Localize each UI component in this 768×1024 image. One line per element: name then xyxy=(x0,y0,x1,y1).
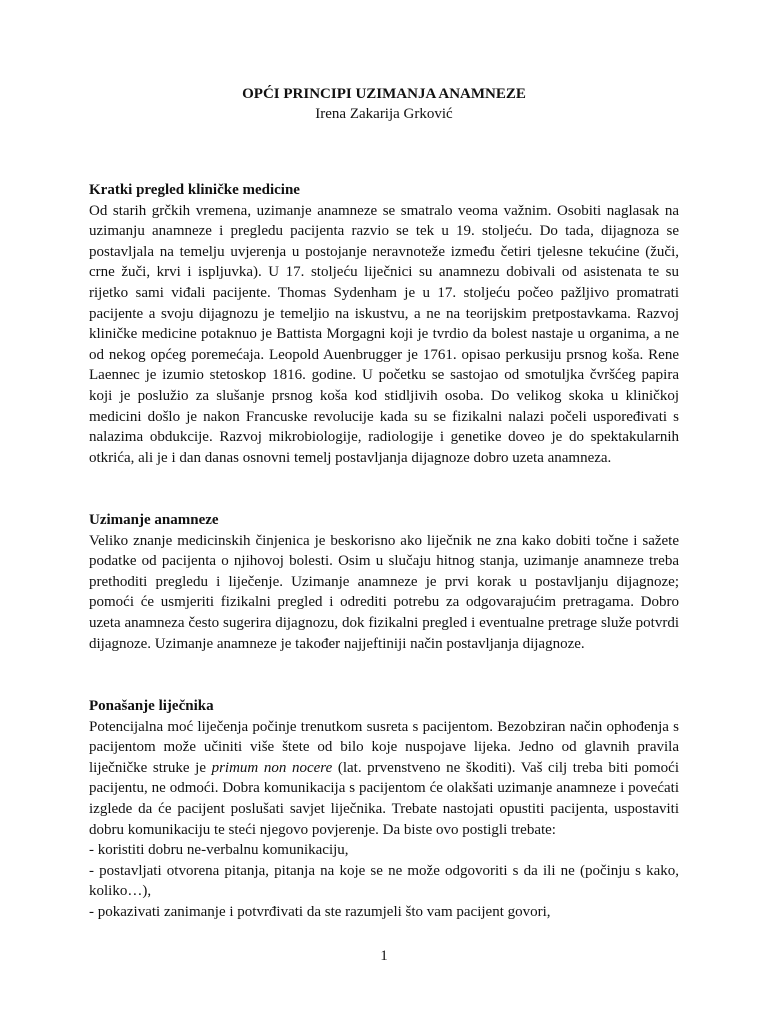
section-heading: Kratki pregled kliničke medicine xyxy=(89,182,300,198)
section-doctor-behaviour xyxy=(89,696,679,923)
section-paragraph xyxy=(89,717,679,841)
list-item: - pokazivati zanimanje i potvrđivati da ste razumjeli što vam pacijent govori, xyxy=(89,903,551,920)
section-paragraph: Veliko znanje medicinskih činjenica je beskorisno ako liječnik ne zna kako dobiti točne i sažete podatke od pacijenta o njihovoj bolesti. Osim u slučaju hitnog stanja, uzimanje anamneze treba prethoditi pregledu i liječenje. Uzimanje anamneze je prvi korak u postavljanju dijagnoze; pomoći će usmjeriti fizikalni pregled i odrediti potrebu za odgovarajućim pretragama. Dobro uzeta anamneza često sugerira dijagnozu, dok fizikalni pregled i eventualne pretrage služe potvrdi dijagnoze. Uzimanje anamneze je također najjeftiniji način postavljanja dijagnoze. xyxy=(89,532,679,652)
section-paragraph: Od starih grčkih vremena, uzimanje anamneze se smatralo veoma važnim. Osobiti naglasak na uzimanju anamneze i pregledu pacijenta razvio se tek u 19. stoljeću. Do tada, dijagnoza se postavljala na temelju uvjerenja u postojanje neravnoteže između četiri tjelesne tekućine (žuči, crne žuči, krvi i ispljuvka). U 17. stoljeću liječnici su anamnezu dobivali od asistenata te su rijetko sami viđali pacijente. Thomas Sydenham je u 17. stoljeću počeo pažljivo promatrati pacijente a svoju dijagnozu je temeljio na iskustvu, a ne na teorijskim pretpostavkama. Razvoj kliničke medicine potaknuo je Battista Morgagni koji je tvrdio da bolest nastaje u organima, a ne od nekog općeg poremećaja. Leopold Auenbrugger je 1761. opisao perkusiju prsnog koša. Rene Laennec je izumio stetoskop 1816. godine. U početku se sastojao od smotuljka čvršćeg papira koji je poslužio za slušanje prsnog koša kod stidljivih osoba. Do velikog skoka u kliničkoj medicini došlo je nakon Francuske revolucije kada su se fizikalni nalazi počeli uspoređivati s nalazima obdukcije. Razvoj mikrobiologije, radiologije i genetike doveo je do spektakularnih otkrića, ali je i dan danas osnovni temelj postavljanja dijagnoze dobro uzeta anamneza. xyxy=(89,202,679,466)
latin-phrase: primum non nocere xyxy=(211,759,333,776)
document-author: Irena Zakarija Grković xyxy=(315,106,453,122)
list-item: - koristiti dobru ne-verbalnu komunikaciju, xyxy=(89,842,349,859)
recommendation-list xyxy=(89,840,679,922)
section-taking-history xyxy=(89,510,679,654)
document-title: OPĆI PRINCIPI UZIMANJA ANAMNEZE xyxy=(242,86,526,102)
paragraph-text: (lat. prvenstveno ne škoditi). Vaš cilj treba biti pomoći pacijentu, ne odmoći. Dobra komunikacija s pacijentom će olakšati uzimanje anamneze i povećati izglede da će pacijent poslušati savjet liječnika. Trebate nastojati opustiti pacijenta, uspostaviti dobru komunikaciju te steći njegovo povjerenje. Da biste ovo postigli trebate: xyxy=(89,759,679,838)
section-clinical-medicine-overview xyxy=(89,180,679,468)
section-heading: Uzimanje anamneze xyxy=(89,512,219,528)
section-heading: Ponašanje liječnika xyxy=(89,698,214,714)
paragraph-text: Potencijalna moć liječenja počinje trenutkom susreta s pacijentom. Bezobziran način ophođenja s pacijentom može učiniti više štete od bilo koje nuspojave lijeka. Jedno od glavnih pravila liječničke struke je xyxy=(89,718,679,776)
page-number: 1 xyxy=(380,948,388,964)
list-item: - postavljati otvorena pitanja, pitanja na koje se ne može odgovoriti s da ili ne (počinju s kako, koliko…), xyxy=(89,862,679,900)
